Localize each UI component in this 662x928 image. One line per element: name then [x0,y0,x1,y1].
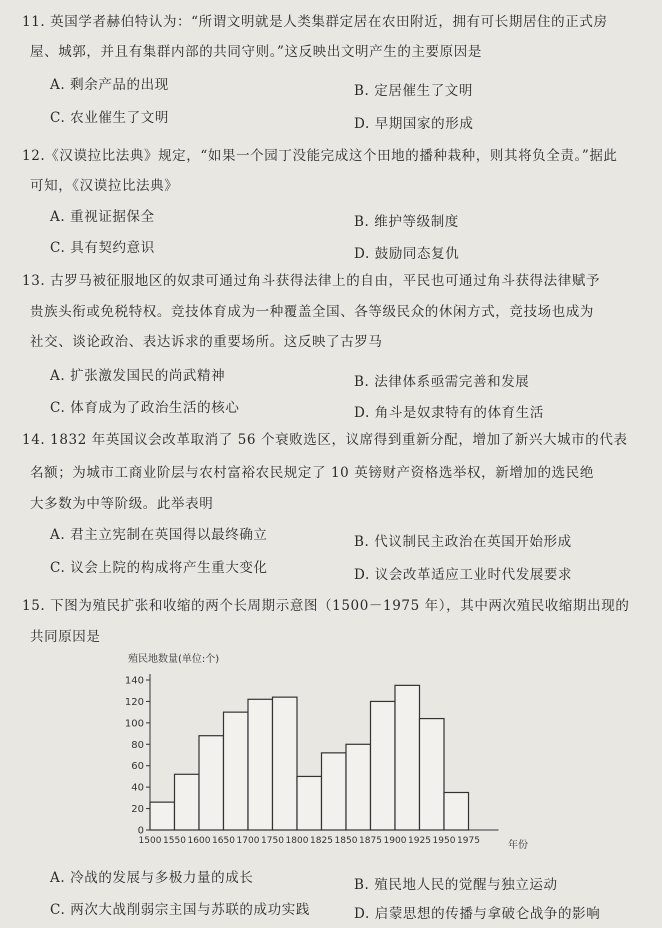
chart-bar [395,685,420,830]
q11-option-b: B. 定居催生了文明 [354,83,474,99]
colony-chart-svg [110,650,530,860]
chart-bar [224,712,249,830]
x-tick-label: 1750 [261,836,284,846]
q15-option-c: C. 两次大战削弱宗主国与苏联的成功实践 [50,902,310,918]
q15-option-d: D. 启蒙思想的传播与拿破仑战争的影响 [354,906,601,922]
chart-bar [175,774,200,830]
y-tick-label: 100 [124,718,144,730]
x-tick-label: 1800 [285,836,309,846]
chart-bar [444,793,469,831]
x-tick-label: 1825 [310,836,333,846]
q14-option-c: C. 议会上院的构成将产生重大变化 [50,560,268,576]
q11-option-c: C. 农业催生了文明 [50,110,169,126]
y-tick-label: 80 [131,739,144,751]
q13-line-3: 社交、谈论政治、表达诉求的重要场所。这反映了古罗马 [30,334,383,350]
q12-option-c: C. 具有契约意识 [50,240,155,256]
q15-line-2: 共同原因是 [30,629,101,645]
q14-option-b: B. 代议制民主政治在英国开始形成 [354,534,572,550]
q11-option-a: A. 剩余产品的出现 [50,77,169,93]
chart-bar [199,736,224,830]
y-tick-label: 120 [124,696,144,708]
y-tick-label: 140 [124,675,144,687]
q12-line-2: 可知，《汉谟拉比法典》 [30,178,179,194]
q15-option-a: A. 冷战的发展与多极力量的成长 [50,870,254,886]
q13-option-c: C. 体育成为了政治生活的核心 [50,400,240,416]
q11-line-2: 屋、城郭，并且有集群内部的共同守则。”这反映出文明产生的主要原因是 [30,44,482,60]
x-tick-label: 1875 [359,836,382,846]
x-tick-label: 1900 [383,836,407,846]
q13-line-2: 贵族头衔或免税特权。竞技体育成为一种覆盖全国、各等级民众的休闲方式，竞技场也成为 [30,304,594,320]
q13-option-b: B. 法律体系亟需完善和发展 [354,374,530,390]
x-tick-label: 1500 [138,836,162,846]
x-tick-label: 1850 [334,836,358,846]
q12-line-1: 12.《汉谟拉比法典》规定，“如果一个园丁没能完成这个田地的播种栽种，则其将负全责。”据此 [22,148,618,164]
q12-option-d: D. 鼓励同态复仇 [354,246,460,262]
colony-chart [110,650,530,860]
y-tick-label: 40 [131,782,144,794]
x-tick-label: 1550 [163,836,186,846]
q13-option-d: D. 角斗是奴隶特有的体育生活 [354,405,544,421]
chart-x-ticks [139,836,480,846]
x-tick-label: 1700 [236,836,260,846]
q14-option-d: D. 议会改革适应工业时代发展要求 [354,567,573,583]
chart-bar [273,697,298,830]
x-tick-label: 1600 [187,836,211,846]
chart-bar [150,802,175,830]
q14-option-a: A. 君主立宪制在英国得以最终确立 [50,527,268,543]
chart-x-label: 年份 [508,840,528,851]
q11-option-d: D. 早期国家的形成 [354,116,474,132]
q14-line-2: 名额；为城市工商业阶层与农村富裕农民规定了 10 英镑财产资格选举权，新增加的选民绝 [30,465,594,481]
chart-bar [322,753,347,830]
q12-option-a: A. 重视证据保全 [50,209,155,225]
q14-line-1: 14. 1832 年英国议会改革取消了 56 个衰败选区，议席得到重新分配，增加了新兴大城市的代表 [22,432,628,448]
q12-option-b: B. 维护等级制度 [354,214,459,230]
chart-y-ticks [125,676,150,837]
chart-bar [420,719,445,830]
chart-bar [346,744,371,830]
q15-line-1: 15. 下图为殖民扩张和收缩的两个长周期示意图（1500－1975 年），其中两次殖民收缩期出现的 [22,598,630,614]
x-tick-label: 1950 [432,836,456,846]
y-tick-label: 0 [137,825,144,837]
chart-bars [150,685,469,830]
q15-option-b: B. 殖民地人民的觉醒与独立运动 [354,877,558,893]
q11-line-1: 11. 英国学者赫伯特认为：“所谓文明就是人类集群定居在农田附近，拥有可长期居住的正式房 [22,14,608,30]
chart-bar [371,701,396,830]
chart-bar [297,776,322,830]
q13-option-a: A. 扩张激发国民的尚武精神 [50,368,226,384]
chart-y-label: 殖民地数量(单位:个) [128,654,220,665]
x-tick-label: 1975 [457,836,480,846]
y-tick-label: 60 [131,761,144,773]
y-tick-label: 20 [131,804,144,816]
q14-line-3: 大多数为中等阶级。此举表明 [30,496,214,512]
x-tick-label: 1650 [212,836,235,846]
q13-line-1: 13. 古罗马被征服地区的奴隶可通过角斗获得法律上的自由，平民也可通过角斗获得法律赋予 [22,273,601,289]
chart-bar [248,699,273,830]
x-tick-label: 1925 [408,836,431,846]
